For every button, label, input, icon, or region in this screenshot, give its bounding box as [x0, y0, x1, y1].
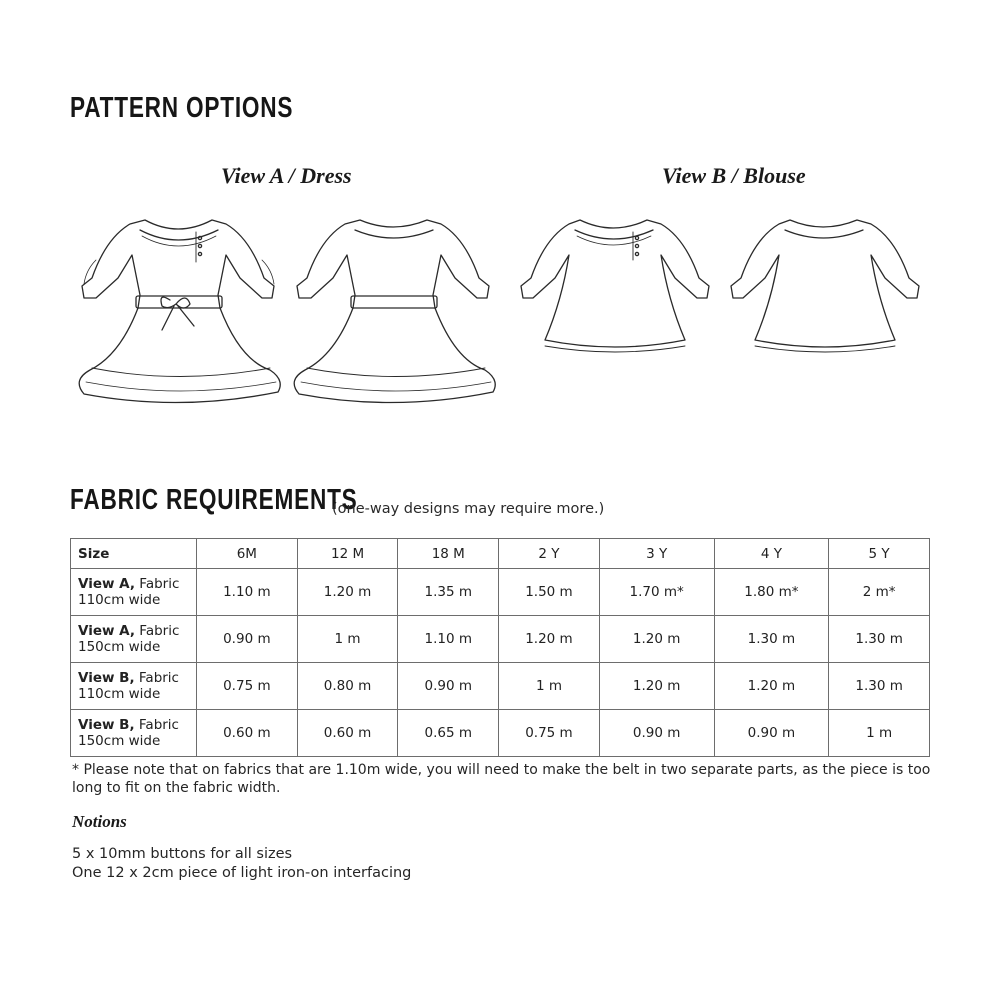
fabric-requirements-table: [70, 538, 930, 757]
size-col-header: 2 Y: [499, 539, 600, 569]
table-cell: 1.70 m*: [599, 569, 714, 616]
table-cell: 1.35 m: [398, 569, 499, 616]
notions-list: [72, 845, 411, 883]
table-cell: 0.90 m: [197, 616, 298, 663]
table-cell: 1.30 m: [714, 616, 829, 663]
table-cell: 1.80 m*: [714, 569, 829, 616]
list-item: 5 x 10mm buttons for all sizes: [72, 846, 293, 862]
size-col-header: 5 Y: [829, 539, 930, 569]
row-label: View A, Fabric 150cm wide: [71, 616, 197, 663]
table-cell: 1.20 m: [499, 616, 600, 663]
belt-footnote: * Please note that on fabrics that are 1.10m wide, you will need to make the belt in two separate parts, as the piece is too long to fit on the fabric width.: [72, 762, 931, 796]
table-cell: 0.75 m: [499, 710, 600, 757]
table-cell: 0.90 m: [398, 663, 499, 710]
table-cell: 0.60 m: [297, 710, 398, 757]
table-cell: 1.30 m: [829, 616, 930, 663]
table-cell: 1.20 m: [599, 663, 714, 710]
table-cell: 0.90 m: [599, 710, 714, 757]
table-cell: 1 m: [829, 710, 930, 757]
size-col-header: 12 M: [297, 539, 398, 569]
blouse-back-illustration: [731, 220, 919, 352]
row-label: View B, Fabric 150cm wide: [71, 710, 197, 757]
table-cell: 1.10 m: [398, 616, 499, 663]
table-cell: 1 m: [499, 663, 600, 710]
table-row: [71, 663, 930, 710]
notions-heading: Notions: [72, 812, 127, 831]
row-label: View A, Fabric 110cm wide: [71, 569, 197, 616]
table-cell: 0.65 m: [398, 710, 499, 757]
table-cell: 1.10 m: [197, 569, 298, 616]
size-col-header: 6M: [197, 539, 298, 569]
table-cell: 0.75 m: [197, 663, 298, 710]
table-cell: 1.20 m: [599, 616, 714, 663]
table-cell: 0.60 m: [197, 710, 298, 757]
pattern-options-heading: PATTERN OPTIONS: [70, 92, 294, 124]
size-header: Size: [71, 539, 197, 569]
table-cell: 1.30 m: [829, 663, 930, 710]
size-col-header: 18 M: [398, 539, 499, 569]
table-cell: 1.20 m: [297, 569, 398, 616]
table-row: [71, 569, 930, 616]
fabric-requirements-heading: FABRIC REQUIREMENTS: [70, 484, 358, 516]
table-row: [71, 616, 930, 663]
dress-front-illustration: [79, 220, 280, 403]
table-cell: 2 m*: [829, 569, 930, 616]
table-cell: 1 m: [297, 616, 398, 663]
table-cell: 0.90 m: [714, 710, 829, 757]
dress-back-illustration: [294, 220, 495, 403]
view-a-title: View A / Dress: [221, 163, 352, 188]
blouse-front-illustration: [521, 220, 709, 352]
fabric-note: (one-way designs may require more.): [332, 501, 605, 517]
row-label: View B, Fabric 110cm wide: [71, 663, 197, 710]
table-cell: 1.50 m: [499, 569, 600, 616]
view-b-title: View B / Blouse: [662, 163, 806, 188]
garment-illustrations: [0, 200, 1000, 430]
table-row: [71, 710, 930, 757]
size-col-header: 4 Y: [714, 539, 829, 569]
table-cell: 0.80 m: [297, 663, 398, 710]
list-item: One 12 x 2cm piece of light iron-on interfacing: [72, 865, 412, 881]
table-cell: 1.20 m: [714, 663, 829, 710]
table-header-row: [71, 539, 930, 569]
size-col-header: 3 Y: [599, 539, 714, 569]
